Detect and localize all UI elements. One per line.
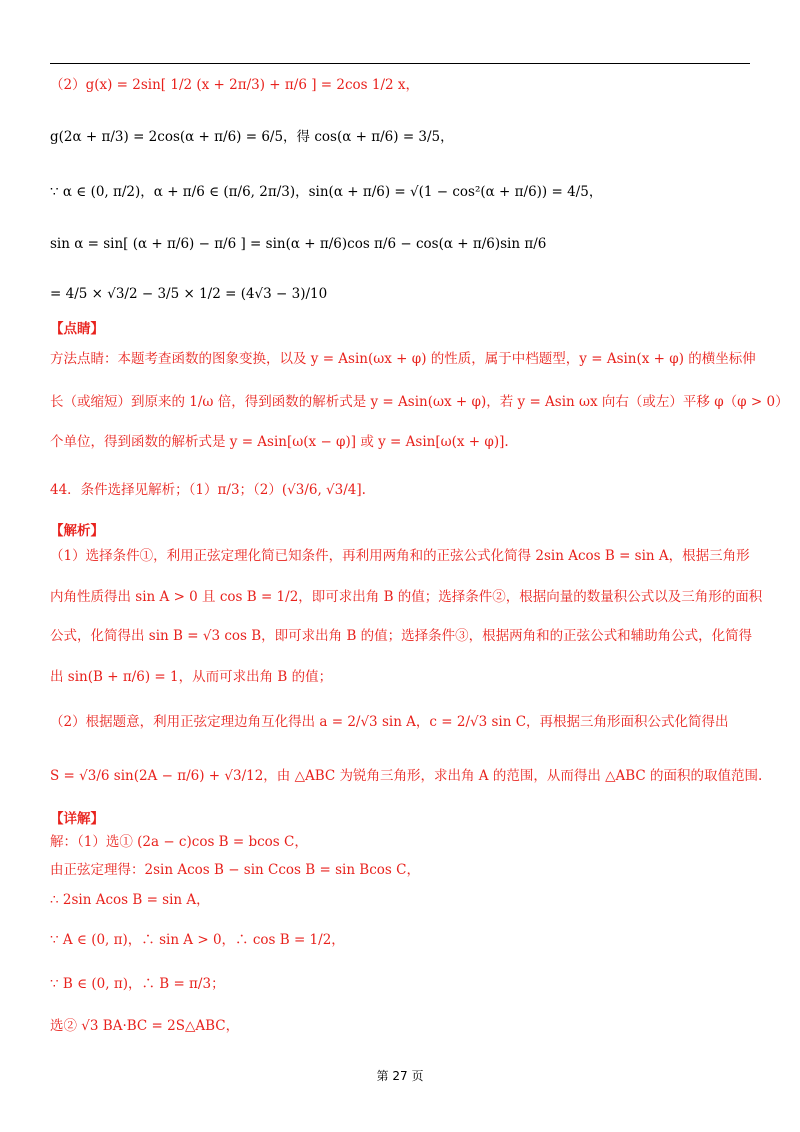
detail-line-2: 由正弦定理得：2sin Acos B − sin Ccos B = sin Bcos C， (50, 862, 420, 878)
note-line-1: 方法点睛：本题考查函数的图象变换，以及 y = Asin(ωx + φ) 的性质，属于中档题型，y = Asin(x + φ) 的横坐标伸 (50, 351, 756, 367)
section-tag-dianjing: 【点睛】 (50, 321, 104, 337)
detail-line-1: 解：（1）选① (2a − c)cos B = bcos C， (50, 834, 308, 850)
detail-line-6: 选② √3 BA·BC = 2S△ABC， (50, 1018, 240, 1034)
problem-44-answer: 44．条件选择见解析；（1）π/3；（2）(√3/6, √3/4]. (50, 482, 366, 498)
solution-line-5: = 4/5 × √3/2 − 3/5 × 1/2 = (4√3 − 3)/10 (50, 286, 328, 302)
detail-line-3: ∴ 2sin Acos B = sin A， (50, 892, 210, 908)
header-rule (50, 63, 750, 64)
note-line-2: 长（或缩短）到原来的 1/ω 倍，得到函数的解析式是 y = Asin(ωx + φ)，若 y = Asin ωx 向右（或左）平移 φ（φ > 0） (50, 394, 789, 410)
analysis-line-5: （2）根据题意，利用正弦定理边角互化得出 a = 2/√3 sin A，c = 2/√3 sin C，再根据三角形面积公式化简得出 (50, 714, 729, 730)
note-line-3: 个单位，得到函数的解析式是 y = Asin[ω(x − φ)] 或 y = Asin[ω(x + φ)]. (50, 434, 509, 450)
detail-line-5: ∵ B ∈ (0, π)，∴ B = π/3； (50, 976, 225, 992)
solution-line-1: （2）g(x) = 2sin[ 1/2 (x + 2π/3) + π/6 ] = 2cos 1/2 x， (50, 77, 420, 93)
analysis-line-6: S = √3/6 sin(2A − π/6) + √3/12，由 △ABC 为锐角三角形，求出角 A 的范围，从而得出 △ABC 的面积的取值范围. (50, 768, 763, 784)
section-tag-jiexi: 【解析】 (50, 523, 104, 539)
analysis-line-1: （1）选择条件①，利用正弦定理化简已知条件，再利用两角和的正弦公式化简得 2sin Acos B = sin A，根据三角形 (50, 548, 750, 564)
solution-line-3: ∵ α ∈ (0, π/2)，α + π/6 ∈ (π/6, 2π/3)，sin(α + π/6) = √(1 − cos²(α + π/6)) = 4/5， (50, 184, 603, 200)
analysis-line-2: 内角性质得出 sin A > 0 且 cos B = 1/2，即可求出角 B 的值；选择条件②，根据向量的数量积公式以及三角形的面积 (50, 589, 763, 605)
analysis-line-3: 公式，化简得出 sin B = √3 cos B，即可求出角 B 的值；选择条件③，根据两角和的正弦公式和辅助角公式，化简得 (50, 628, 753, 644)
section-tag-xiangjie: 【详解】 (50, 811, 104, 827)
page-number: 第 27 页 (376, 1069, 424, 1083)
detail-line-4: ∵ A ∈ (0, π)，∴ sin A > 0，∴ cos B = 1/2， (50, 932, 345, 948)
solution-line-2: g(2α + π/3) = 2cos(α + π/6) = 6/5，得 cos(α + π/6) = 3/5， (50, 129, 454, 145)
solution-line-4: sin α = sin[ (α + π/6) − π/6 ] = sin(α + π/6)cos π/6 − cos(α + π/6)sin π/6 (50, 236, 547, 252)
analysis-line-4: 出 sin(B + π/6) = 1，从而可求出角 B 的值； (50, 669, 333, 685)
